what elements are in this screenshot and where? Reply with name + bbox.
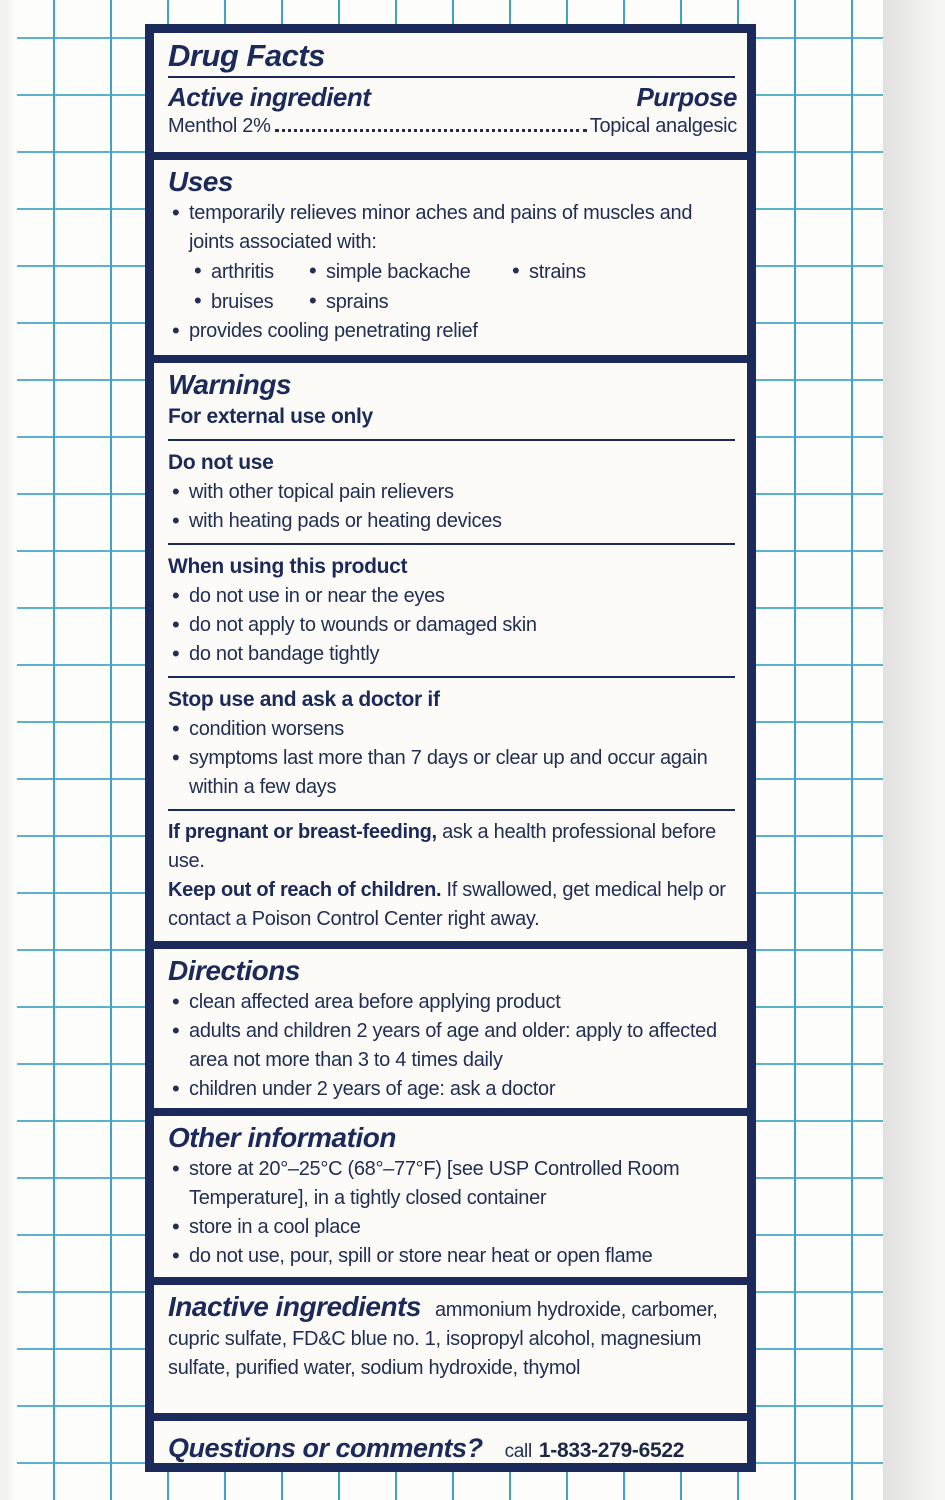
do-not-use-bullet: • with other topical pain relievers xyxy=(168,478,737,507)
section-other-information xyxy=(154,1108,747,1277)
when-using-bullet: • do not use in or near the eyes xyxy=(168,582,737,611)
active-ingredient-heading: Active ingredient xyxy=(168,82,371,112)
directions-list xyxy=(168,988,737,1104)
when-using-bullet: • do not apply to wounds or damaged skin xyxy=(168,611,737,640)
stop-use-heading: Stop use and ask a doctor if xyxy=(168,688,440,711)
uses-sub-sprains: • sprains xyxy=(305,287,388,317)
page-left-edge xyxy=(0,0,17,1500)
uses-sub-row-1 xyxy=(168,257,737,287)
uses-list xyxy=(168,199,737,257)
drug-facts-panel xyxy=(145,24,756,1472)
stop-use-bullet: • symptoms last more than 7 days or clear up and occur again within a few days xyxy=(168,744,737,802)
children-warning xyxy=(168,876,737,934)
uses-bullet-last: • provides cooling penetrating relief xyxy=(168,317,737,346)
call-label: call xyxy=(504,1441,532,1462)
other-info-bullet: • store in a cool place xyxy=(168,1213,737,1242)
uses-list-2 xyxy=(168,317,737,346)
when-using-list xyxy=(168,582,737,669)
uses-sub-arthritis: • arthritis xyxy=(190,257,305,287)
section-warnings xyxy=(154,355,747,941)
header-divider xyxy=(168,76,735,78)
other-info-list xyxy=(168,1155,737,1271)
ingredient-name: Menthol 2% xyxy=(168,115,271,137)
do-not-use-bullet: • with heating pads or heating devices xyxy=(168,507,737,536)
section-header xyxy=(154,33,747,152)
page-right-edge-shadow xyxy=(883,0,945,1500)
external-use-line: For external use only xyxy=(168,405,373,428)
warnings-divider-1 xyxy=(168,439,735,441)
when-using-bullet: • do not bandage tightly xyxy=(168,640,737,669)
other-info-bullet: • store at 20°–25°C (68°–77°F) [see USP Controlled Room Temperature], in a tightly closed container xyxy=(168,1155,737,1213)
inactive-ingredients-paragraph xyxy=(168,1292,737,1383)
phone-number: 1-833-279-6522 xyxy=(538,1439,685,1462)
inactive-ingredients-heading: Inactive ingredients xyxy=(168,1291,421,1322)
directions-bullet: • children under 2 years of age: ask a doctor xyxy=(168,1075,737,1104)
directions-heading: Directions xyxy=(168,955,300,986)
stop-use-list xyxy=(168,715,737,802)
stop-use-bullet: • condition worsens xyxy=(168,715,737,744)
uses-heading: Uses xyxy=(168,166,233,197)
questions-heading: Questions or comments? xyxy=(168,1433,483,1463)
do-not-use-list xyxy=(168,478,737,536)
active-ingredient-row xyxy=(168,82,737,112)
pregnant-warning-lead: If pregnant or breast-feeding, xyxy=(168,821,437,843)
section-uses xyxy=(154,152,747,355)
section-inactive-ingredients xyxy=(154,1277,747,1413)
warnings-heading: Warnings xyxy=(168,369,292,400)
purpose-heading: Purpose xyxy=(636,82,737,112)
warnings-divider-4 xyxy=(168,809,735,811)
uses-sub-strains: • strains xyxy=(508,257,586,287)
ingredient-line xyxy=(168,112,737,141)
questions-row xyxy=(168,1426,737,1463)
pregnant-warning xyxy=(168,818,737,876)
uses-sub-backache: • simple backache xyxy=(305,257,508,287)
pregnant-warning-rest: ask a health professional before use. xyxy=(168,821,716,872)
do-not-use-heading: Do not use xyxy=(168,451,274,474)
uses-sub-row-2 xyxy=(168,287,737,317)
directions-bullet: • adults and children 2 years of age and older: apply to affected area not more than 3 to 4 times daily xyxy=(168,1017,737,1075)
when-using-heading: When using this product xyxy=(168,555,408,578)
directions-bullet: • clean affected area before applying product xyxy=(168,988,737,1017)
dotted-leader xyxy=(275,129,587,132)
other-info-heading: Other information xyxy=(168,1122,396,1153)
uses-bullet-main: • temporarily relieves minor aches and pains of muscles and joints associated with: xyxy=(168,199,737,257)
inactive-ingredients-text: ammonium hydroxide, carbomer, cupric sulfate, FD&C blue no. 1, isopropyl alcohol, magnesium sulfate, purified water, sodium hydroxide, thymol xyxy=(168,1299,718,1379)
section-directions xyxy=(154,941,747,1108)
other-info-bullet: • do not use, pour, spill or store near heat or open flame xyxy=(168,1242,737,1271)
children-warning-lead: Keep out of reach of children. xyxy=(168,879,442,901)
warnings-divider-2 xyxy=(168,543,735,545)
warnings-divider-3 xyxy=(168,676,735,678)
section-questions xyxy=(154,1413,747,1463)
ingredient-purpose: Topical analgesic xyxy=(589,115,737,137)
panel-title: Drug Facts xyxy=(168,38,325,73)
uses-sub-bruises: • bruises xyxy=(190,287,305,317)
children-warning-rest: If swallowed, get medical help or contact a Poison Control Center right away. xyxy=(168,879,726,930)
